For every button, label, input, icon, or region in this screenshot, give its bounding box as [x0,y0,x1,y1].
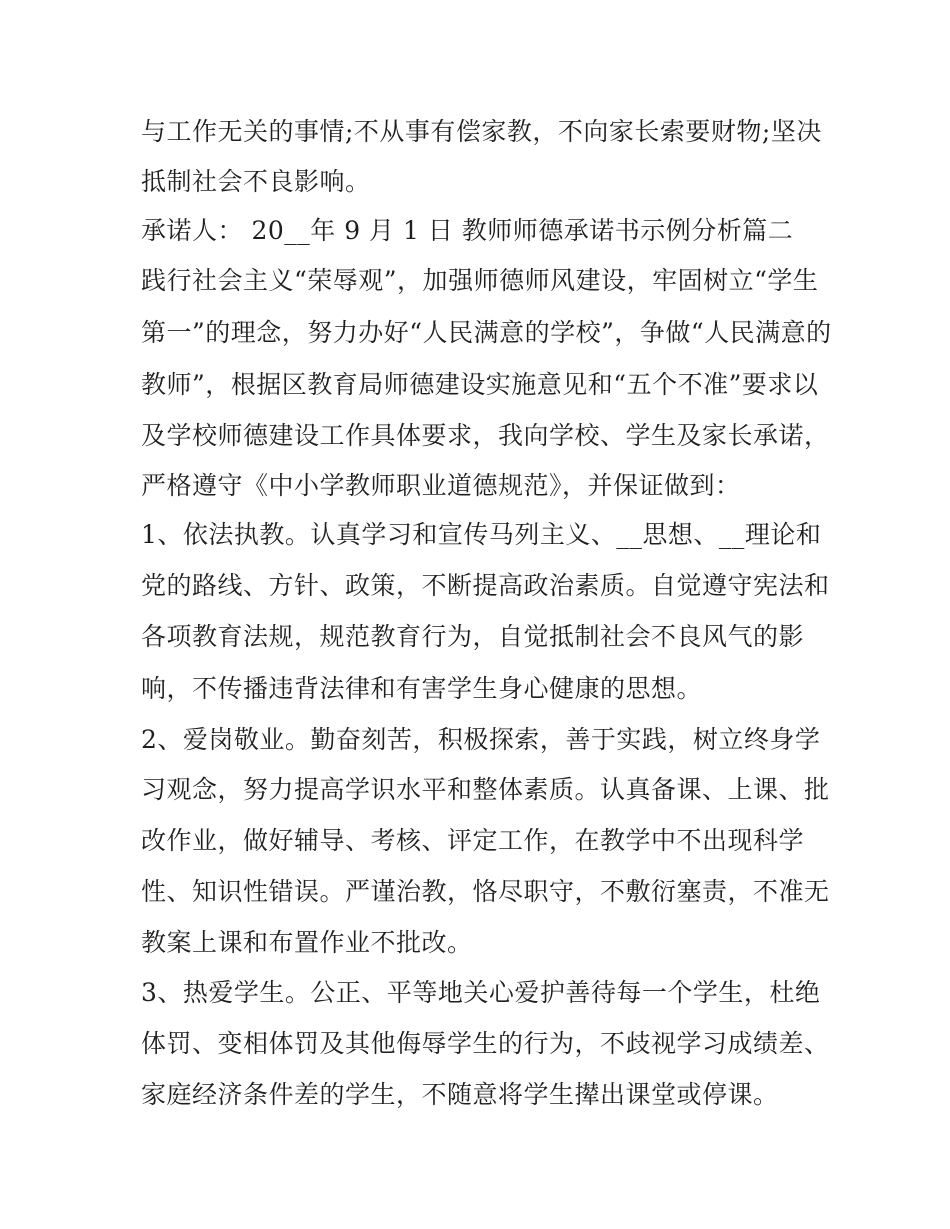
text-line: 教案上课和布置作业不批改。 [141,928,473,957]
text-line: 体罚、变相体罚及其他侮辱学生的行为，不歧视学习成绩差、 [141,1029,830,1058]
text-line: 各项教育法规，规范教育行为，自觉抵制社会不良风气的影 [141,622,805,651]
text-line: 3、热爱学生。公正、平等地关心爱护善待每一个学生，杜绝 [141,978,821,1007]
text-line: 第一”的理念，努力办好“人民满意的学校”，争做“人民满意的 [141,318,832,347]
text-line: 改作业，做好辅导、考核、评定工作，在教学中不出现科学 [141,826,805,855]
text-line: 1、依法执教。认真学习和宣传马列主义、__思想、__理论和 [141,520,822,549]
text-line: 党的路线、方针、政策，不断提高政治素质。自觉遵守宪法和 [141,571,830,600]
text-line: 承诺人： 20__年 9 月 1 日 教师师德承诺书示例分析篇二 [141,216,794,245]
text-line: 严格遵守《中小学教师职业道德规范》，并保证做到： [141,471,741,500]
text-line: 2、爱岗敬业。勤奋刻苦，积极探索，善于实践，树立终身学 [141,725,821,754]
text-line: 教师”，根据区教育局师德建设实施意见和“五个不准”要求以 [141,370,819,399]
text-line: 及学校师德建设工作具体要求，我向学校、学生及家长承诺， [141,421,830,450]
text-line: 家庭经济条件差的学生，不随意将学生撵出课堂或停课。 [141,1080,779,1109]
text-line: 习观念，努力提高学识水平和整体素质。认真备课、上课、批 [141,775,830,804]
text-line: 响，不传播违背法律和有害学生身心健康的思想。 [141,674,703,703]
text-line: 性、知识性错误。严谨治教，恪尽职守，不敷衍塞责，不准无 [141,877,830,906]
text-line: 抵制社会不良影响。 [141,167,371,196]
text-line: 与工作无关的事情;不从事有偿家教，不向家长索要财物;坚决 [141,117,822,146]
text-line: 践行社会主义“荣辱观”，加强师德师风建设，牢固树立“学生 [141,266,819,295]
